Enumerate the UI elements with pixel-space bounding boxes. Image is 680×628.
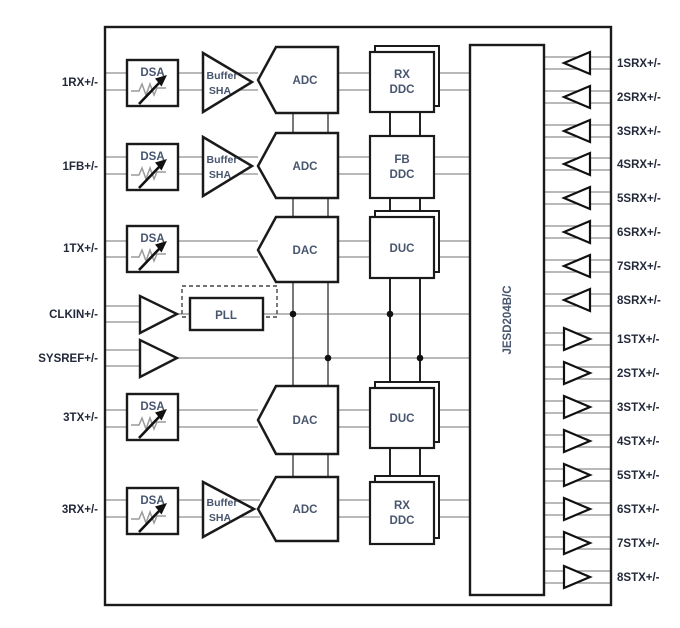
buffer-label: Buffer — [206, 497, 238, 509]
fb-ddc-block — [370, 136, 434, 198]
adc-label: ADC — [292, 75, 318, 87]
ddc-duc-blocks — [370, 46, 439, 544]
srx-port-labels — [617, 58, 661, 307]
pll-label: PLL — [215, 310, 237, 322]
buffer-sha-triangle — [203, 53, 252, 112]
dac-label: DAC — [292, 245, 318, 257]
dsa-block-1rx — [127, 60, 178, 106]
port-label-4stx: 4STX+/- — [617, 436, 660, 448]
port-label-1srx: 1SRX+/- — [617, 58, 661, 70]
buffer-label: Buffer — [206, 70, 238, 82]
port-label-4srx: 4SRX+/- — [617, 159, 661, 171]
port-label-sysref: SYSREF+/- — [38, 353, 98, 365]
duc-label: DUC — [389, 243, 415, 255]
ddc-label: DDC — [389, 169, 415, 181]
junction-dots — [290, 311, 424, 362]
fb-ddc-box — [370, 136, 434, 198]
port-label-8stx: 8STX+/- — [617, 572, 660, 584]
adc-block-1rx — [258, 47, 338, 113]
stx-triangle-icon — [564, 566, 590, 588]
port-label-5stx: 5STX+/- — [617, 470, 660, 482]
stx-port-labels — [617, 334, 660, 584]
rx-label: RX — [394, 69, 410, 81]
srx-triangle-icon — [564, 120, 590, 142]
stx-triangle-icon — [564, 362, 590, 384]
dsa-blocks — [127, 60, 178, 534]
ddc-label: DDC — [389, 84, 415, 96]
adc-label: ADC — [292, 161, 318, 173]
srx-triangle-icon — [564, 255, 590, 277]
stx-triangle-icon — [564, 464, 590, 486]
dsa-block-3tx — [127, 394, 178, 440]
ddc-label: DDC — [389, 515, 415, 527]
port-label-1tx: 1TX+/- — [63, 243, 98, 255]
port-label-6srx: 6SRX+/- — [617, 227, 661, 239]
buffer-sha-triangle — [203, 482, 254, 537]
jesd-label: JESD204B/C — [502, 285, 514, 355]
port-label-1stx: 1STX+/- — [617, 334, 660, 346]
sha-label: SHA — [208, 512, 232, 524]
dac-block-3tx — [258, 386, 338, 454]
stx-triangle-icon — [564, 532, 590, 554]
rx-ddc-box — [370, 482, 434, 544]
port-label-6stx: 6STX+/- — [617, 504, 660, 516]
sysref-buffer-icon — [140, 340, 177, 377]
duc-block-bottom — [370, 382, 439, 448]
dsa-label: DSA — [140, 233, 165, 245]
fb-label: FB — [394, 154, 410, 166]
srx-triangle-icon — [564, 221, 590, 243]
srx-triangle-icon — [564, 289, 590, 311]
buffer-sha-1rx — [203, 53, 252, 112]
stx-triangle-icon — [564, 328, 590, 350]
port-label-7srx: 7SRX+/- — [617, 261, 661, 273]
pll-block — [182, 286, 277, 330]
adc-block-1fb — [258, 133, 338, 198]
rx-ddc-block-top — [370, 46, 439, 112]
port-label-2srx: 2SRX+/- — [617, 92, 661, 104]
dsa-block-3rx — [127, 488, 178, 534]
rx-ddc-box — [370, 52, 434, 112]
srx-triangle-icon — [564, 187, 590, 209]
port-label-clkin: CLKIN+/- — [49, 309, 98, 321]
buffer-sha-triangle — [203, 137, 252, 196]
port-label-3tx: 3TX+/- — [63, 412, 98, 424]
converter-blocks — [258, 47, 338, 541]
buffer-sha-1fb — [203, 137, 252, 196]
srx-triangle-icon — [564, 86, 590, 108]
port-label-7stx: 7STX+/- — [617, 538, 660, 550]
port-label-2stx: 2STX+/- — [617, 368, 660, 380]
dac-block-1tx — [258, 217, 338, 282]
stx-triangle-icon — [564, 430, 590, 452]
dsa-label: DSA — [140, 495, 165, 507]
srx-triangle-icon — [564, 153, 590, 175]
adc-label: ADC — [292, 504, 318, 516]
sha-label: SHA — [208, 169, 232, 181]
rx-ddc-block-bottom — [370, 476, 439, 544]
left-port-labels — [38, 77, 98, 516]
dsa-block-1tx — [127, 226, 178, 272]
srx-triangle-icon — [564, 52, 590, 74]
duc-block-top — [370, 211, 439, 278]
port-label-1rx: 1RX+/- — [61, 77, 98, 89]
stx-triangle-icon — [564, 396, 590, 418]
stx-triangle-icon — [564, 498, 590, 520]
dsa-block-1fb — [127, 144, 178, 190]
dsa-label: DSA — [140, 401, 165, 413]
dsa-label: DSA — [140, 151, 165, 163]
port-label-5srx: 5SRX+/- — [617, 193, 661, 205]
sha-label: SHA — [208, 85, 232, 97]
rx-label: RX — [394, 500, 410, 512]
dsa-label: DSA — [140, 67, 165, 79]
buffer-sha-3rx — [203, 482, 254, 537]
buffer-label: Buffer — [206, 154, 238, 166]
buffer-sha-blocks — [203, 53, 254, 537]
port-label-3stx: 3STX+/- — [617, 402, 660, 414]
jesd-block — [470, 45, 544, 595]
port-label-1fb: 1FB+/- — [62, 161, 98, 173]
port-label-3srx: 3SRX+/- — [617, 126, 661, 138]
dac-label: DAC — [292, 415, 318, 427]
adc-block-3rx — [258, 477, 338, 541]
duc-label: DUC — [389, 413, 415, 425]
clkin-buffer-icon — [140, 296, 177, 333]
port-label-8srx: 8SRX+/- — [617, 295, 661, 307]
port-label-3rx: 3RX+/- — [61, 504, 98, 516]
